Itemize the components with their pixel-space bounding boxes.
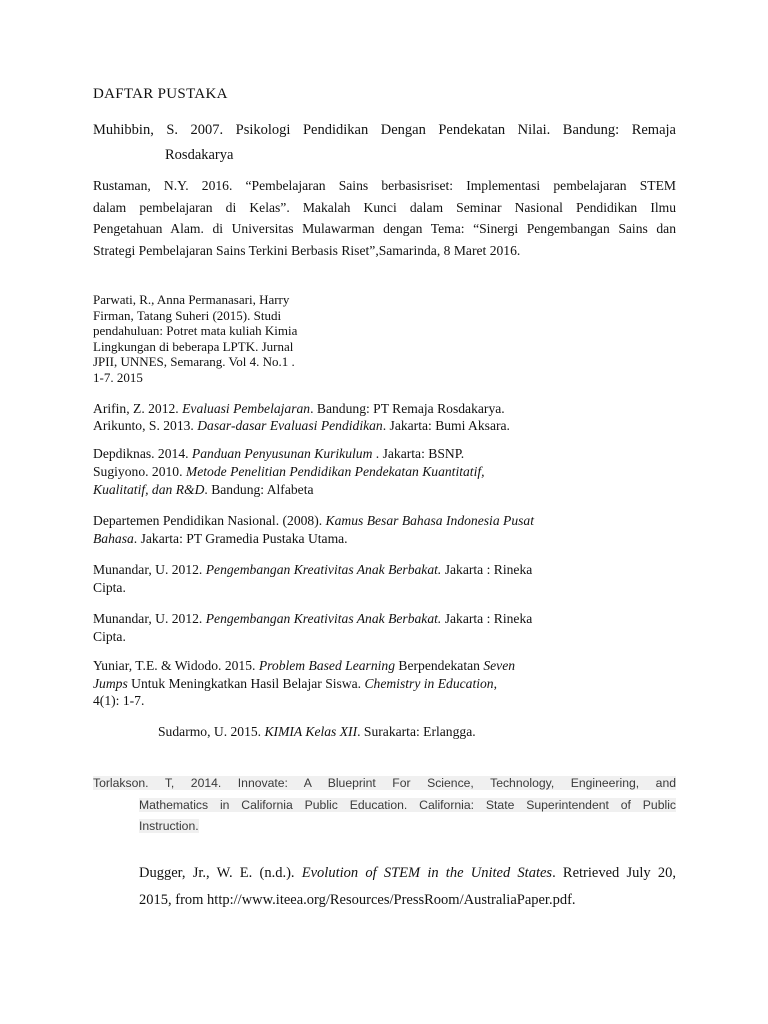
reference-line: Instruction. [139,819,199,833]
reference-text: Berpendekatan [395,658,484,673]
reference-book-title: Panduan Penyusunan Kurikulum [191,446,373,461]
reference-line [139,860,676,887]
reference-arifin [93,400,613,418]
reference-munandar-1 [93,561,613,579]
reference-text: . Jakarta: PT Gramedia Pustaka Utama. [133,531,348,546]
reference-line: Lingkungan di beberapa LPTK. Jurnal [93,338,294,354]
reference-book-title: Kualitatif, dan R&D [93,482,205,497]
reference-line: Pengetahuan Alam. di Universitas Mulawarman dengan Tema: “Sinergi Pengembangan Sains dan [93,221,676,236]
reference-depdiknas-2008 [93,512,613,530]
reference-line: dalam pembelajaran di Kelas”. Makalah Kunci dalam Seminar Nasional Pendidikan Ilmu [93,199,676,215]
reference-book-title: Seven [483,658,516,673]
reference-sugiyono-cont [93,481,613,499]
reference-text: . Bandung: PT Remaja Rosdakarya. [310,401,505,416]
reference-line: Mathematics in California Public Education. California: State Superintendent of Public [139,797,676,812]
reference-journal-title: Chemistry in Education [364,676,494,691]
reference-book-title: Pengembangan Kreativitas Anak Berbakat. [205,611,442,626]
reference-book-title: Pengembangan Kreativitas Anak Berbakat. [205,562,442,577]
reference-sudarmo [158,723,678,741]
reference-text: Munandar, U. 2012. [93,562,206,577]
reference-book-title: Evolution of STEM in the United States [301,865,553,881]
reference-muhibbin [93,118,676,168]
reference-munandar-1-cont: Cipta. [93,580,126,595]
reference-line: JPII, UNNES, Semarang. Vol 4. No.1 . [93,354,295,370]
reference-text: Yuniar, T.E. & Widodo. 2015. [93,658,259,673]
reference-line: pendahuluan: Potret mata kuliah Kimia [93,323,298,339]
reference-depdiknas-2008-cont [93,530,613,548]
reference-book-title: Bahasa [93,531,134,546]
reference-book-title: Evaluasi Pembelajaran [182,401,311,416]
reference-text: . Jakarta: BSNP. [372,446,465,461]
reference-text: . Bandung: Alfabeta [204,482,314,497]
reference-book-title: Jumps [93,676,128,691]
reference-rustaman [93,175,676,261]
reference-book-title: Kamus Besar Bahasa Indonesia Pusat [325,513,534,528]
reference-line: Torlakson. T, 2014. Innovate: A Blueprint For Science, Technology, Engineering, and [93,776,676,790]
reference-torlakson [93,773,676,838]
reference-line: Strategi Pembelajaran Sains Terkini Berbasis Riset”,Samarinda, 8 Maret 2016. [93,242,521,258]
reference-text: Departemen Pendidikan Nasional. (2008). [93,513,326,528]
reference-text: Sugiyono. 2010. [93,464,186,479]
reference-line: Muhibbin, S. 2007. Psikologi Pendidikan Dengan Pendekatan Nilai. Bandung: Remaja [93,122,676,138]
reference-text: Jakarta : Rineka [441,562,533,577]
page-title: DAFTAR PUSTAKA [93,86,228,102]
reference-book-title: Metode Penelitian Pendidikan Pendekatan Kuantitatif, [185,464,485,479]
reference-text: . Jakarta: Bumi Aksara. [382,418,510,433]
reference-book-title: KIMIA Kelas XII [264,724,358,739]
reference-line: 1-7. 2015 [93,369,143,385]
reference-line: 2015, from http://www.iteea.org/Resources/PressRoom/AustraliaPaper.pdf. [139,892,576,908]
reference-text: Depdiknas. 2014. [93,446,192,461]
reference-text: Arifin, Z. 2012. [93,401,183,416]
reference-munandar-2-cont: Cipta. [93,629,126,644]
reference-text: . Retrieved July 20, [552,865,676,881]
reference-text: Munandar, U. 2012. [93,611,206,626]
reference-yuniar-cont [93,675,613,693]
reference-text: Dugger, Jr., W. E. (n.d.). [139,865,302,881]
reference-dugger [139,860,676,914]
reference-munandar-2 [93,610,613,628]
reference-arikunto [93,417,613,435]
reference-sugiyono [93,463,613,481]
reference-book-title: Problem Based Learning [258,658,395,673]
reference-book-title: Dasar-dasar Evaluasi Pendidikan [197,418,383,433]
reference-yuniar-cont2: 4(1): 1-7. [93,693,145,708]
reference-text: Jakarta : Rineka [441,611,533,626]
reference-depdiknas-2014 [93,445,613,463]
reference-text: Sudarmo, U. 2015. [158,724,265,739]
reference-text: , [493,676,498,691]
reference-text: Arikunto, S. 2013. [93,418,198,433]
reference-text: . Surakarta: Erlangga. [357,724,476,739]
reference-line: Firman, Tatang Suheri (2015). Studi [93,307,282,323]
reference-line: Rustaman, N.Y. 2016. “Pembelajaran Sains berbasisriset: Implementasi pembelajaran STEM [93,178,676,193]
reference-line: Rosdakarya [165,147,234,163]
reference-parwati [93,292,333,386]
reference-line: Parwati, R., Anna Permanasari, Harry [93,292,290,307]
reference-yuniar [93,657,613,675]
reference-text: Untuk Meningkatkan Hasil Belajar Siswa. [127,676,365,691]
